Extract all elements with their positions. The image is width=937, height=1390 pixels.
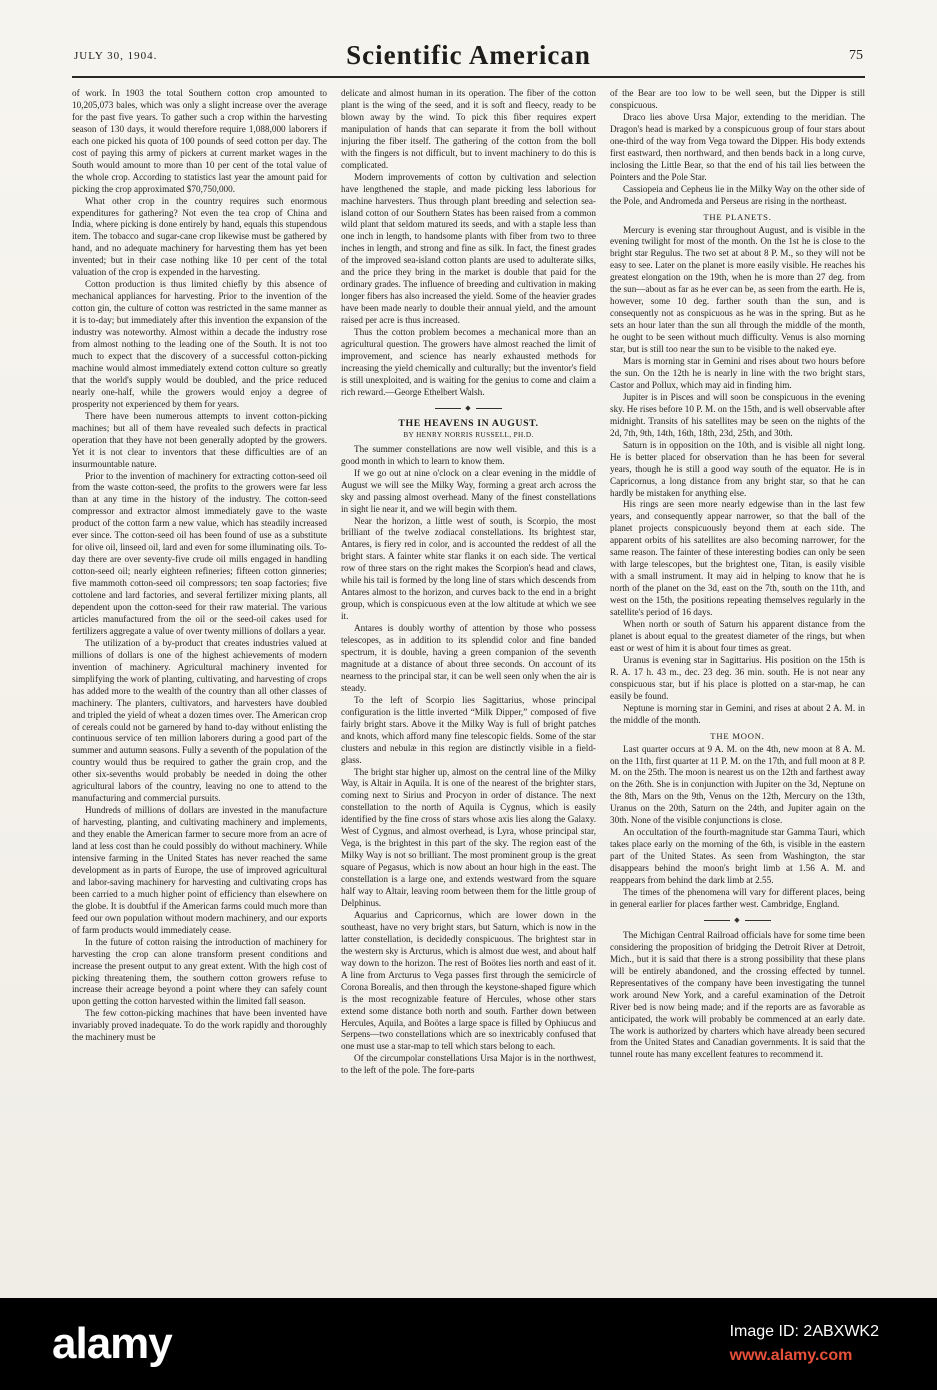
paragraph: To the left of Scorpio lies Sagittarius, whose principal configuration is the little inverted “Milk Dipper,” composed of five fairly bright stars. Above it the Milky Way is full of bright patches and knots, which afford many fine telescopic fields. Some of the star clusters and nebulæ in this region are distinctly visible in a field-glass. <box>341 694 596 765</box>
page-header <box>72 40 865 70</box>
paragraph: There have been numerous attempts to invent cotton-picking machines; but all of them have revealed such defects in practical operation that they have not been generally adopted by the growers. Yet it is not clear to inventors that these difficulties are of an insurmountable nature. <box>72 410 327 469</box>
paragraph: Cotton production is thus limited chiefly by this absence of mechanical appliances for harvesting. Prior to the invention of the cotton gin, the culture of cotton was restricted in the same manner as it is to-day; but immediately after this invention the expansion of the industry was noteworthy. Almost within a decade the industry rose from almost nothing to the leading one of the South. It is not too much to expect that the discovery of a successful cotton-picking machine would almost immediately extend cotton culture so greatly that the world's supply would be doubled, and the price reduced nearly one-half, while the growers would enjoy a degree of prosperity not experienced by them for years. <box>72 279 327 409</box>
moon-section <box>610 744 865 911</box>
image-id-text: Image ID: 2ABXWK2 <box>729 1323 879 1340</box>
paragraph: Cassiopeia and Cepheus lie in the Milky Way on the other side of the Pole, and Andromeda and Perseus are rising in the northeast. <box>610 183 865 206</box>
section-divider-icon <box>610 917 865 924</box>
section-divider-icon <box>341 405 596 412</box>
paragraph: When north or south of Saturn his apparent distance from the planet is about equal to the greatest diameter of the rings, but when east or west of him it is about four times as great. <box>610 618 865 653</box>
paragraph: Modern improvements of cotton by cultivation and selection have lengthened the staple, and made picking less laborious for machine harvesters. Thus through plant breeding and selection sea-island cotton of our Southern States has been raised from a common wild plant that seldom matured its seeds, and with a staple less than one inch in length, to handsome plants with fiber from two to three inches in length, and strong and fine as silk. In fact, the finest grades of the improved sea-island cotton plants are used to adulterate silks, and the price they bring in the market is double that paid for the ordinary grades. The influence of breeding and cultivation in making longer fibers has also increased the yield. Some of the heavier grades have been made nearly to double their annual yield, and the amount raised per acre is thus increased. <box>341 171 596 326</box>
alamy-url-text: www.alamy.com <box>729 1347 853 1364</box>
alamy-logo: alamy <box>52 1319 172 1368</box>
column-left <box>72 88 327 1296</box>
masthead-title: Scientific American <box>346 40 591 70</box>
paragraph: Aquarius and Capricornus, which are lower down in the southeast, have no very bright stars, but Saturn, which is now in the latter constellation, is decidedly conspicuous. The brightest star in the western sky is Arcturus, which is almost due west, and about half way down to the horizon. The rest of Boötes lies north and east of it. A line from Arcturus to Vega passes first through the semicircle of Corona Borealis, and then through the keystone-shaped figure which is the most recognizable feature of Hercules, whose other stars extend some distance both north and south. Farther down between Hercules, Aquila, and Boötes a large space is filled by Ophiucus and Serpens—two constellations which are so inextricably confused that one must use a star-map to tell which stars belong to each. <box>341 909 596 1052</box>
paragraph: What other crop in the country requires such enormous expenditures for gathering? Not even the tea crop of China and India, where picking is done entirely by hand, equals this stupendous item. The tobacco and sugar-cane crop likewise must be gathered by hand, and no adequate machinery for harvesting them has yet been invented; but in their case nothing like 10 per cent of the total valuation of the crop is expended in the harvesting. <box>72 195 327 278</box>
column-middle <box>341 88 596 1296</box>
page-number: 75 <box>849 48 863 63</box>
heavens-article-continuation <box>610 88 865 208</box>
divider-diamond-icon: ◆ <box>465 403 472 412</box>
column-right <box>610 88 865 1296</box>
paragraph: Uranus is evening star in Sagittarius. His position on the 15th is R. A. 17 h. 43 m., dec. 23 deg. 36 min. south. He is not near any conspicuous star, but if his place is plotted on a star-map, he can easily be found. <box>610 654 865 701</box>
paragraph: Draco lies above Ursa Major, extending to the meridian. The Dragon's head is marked by a conspicuous group of four stars about one-third of the way from Vega toward the Dipper. His body extends first eastward, then northward, and then bends back in a long curve, inclosing the Little Bear, so that the end of his tail lies between the Pointers and the Pole Star. <box>610 111 865 182</box>
paragraph: The summer constellations are now well visible, and this is a good month in which to learn to know them. <box>341 443 596 466</box>
paragraph: The utilization of a by-product that creates industries valued at millions of dollars is one of the highest achievements of modern invention of machinery. Agricultural machinery invented for simplifying the work of planting, cultivating, and harvesting of crops has added more to the wealth of the country than all other classes of machinery. The planters, cultivators, and harvesters have doubled and tripled the yield of wheat a dozen times over. The American crop of cereals could not be garnered by hand to-day without enlisting the continuous service of ten million laborers during a good part of the summer and autumn seasons. Fully a seventh of the population of the country would thus be required to gather the grain crop, and the other six-sevenths would probably be needed in doing the other agricultural labors of the country, leaving no one to attend to the manufacturing and commercial pursuits. <box>72 637 327 804</box>
paragraph: In the future of cotton raising the introduction of machinery for harvesting the crop can alone transform present conditions and increase the present output to any great extent. With the high cost of picking threatening them, the southern cotton growers refuse to increase their acreage beyond a point where they can safely count upon getting the cotton harvested within the limited fall season. <box>72 936 327 1007</box>
paragraph: Last quarter occurs at 9 A. M. on the 4th, new moon at 8 A. M. on the 11th, first quarter at 11 P. M. on the 17th, and full moon at 8 P. M. on the 25th. The moon is nearest us on the 12th and farthest away on the 26th. She is in conjunction with Jupiter on the 3d, Neptune on the 8th, Mars on the 9th, Venus on the 12th, Mercury on the 13th, Uranus on the 20th, Saturn on the 24th, and Jupiter again on the 30th. None of the visible conjunctions is close. <box>610 743 865 826</box>
paragraph: The times of the phenomena will vary for different places, being in general earlier for places farther west. Cambridge, England. <box>610 887 865 909</box>
paragraph: Prior to the invention of machinery for extracting cotton-seed oil from the waste cotton-seed, the profits to the growers were far less than at any time in the history of the industry. The cotton-seed compressor and extractor almost immediately gave to the waste product of the cotton farm a new value, which has steadily increased ever since. The cotton-seed oil has been found of use as a substitute for olive oil, linseed oil, lard and even for some illuminating oils. To-day there are over seventy-five crude oil mills engaged in handling cotton-seed oil; nearly eighteen refineries; fifteen cotton ginneries; five mammoth cotton-seed oil compressors; ten soap factories; five cottolene and lard factories, and several fertilizer mixing plants, all dependent upon the cotton-seed for their raw material. The various articles manufactured from the oil or the seed-oil cakes used for fertilizers aggregate a value of over twenty millions of dollars a year. <box>72 470 327 636</box>
paragraph: Antares is doubly worthy of attention by those who possess telescopes, as in addition to its splendid color and fine banded spectrum, it is double, having a green companion of the seventh magnitude at a distance of about three seconds. On account of its nearness to the principal star, it can be well seen only when the air is steady. <box>341 623 596 693</box>
paragraph: Thus the cotton problem becomes a mechanical more than an agricultural question. The growers have almost reached the limit of improvement, and science has nearly exhausted methods for increasing the yield chemically and culturally; but the inventor's field is still unexploited, and is waiting for the genius to come and claim a rich reward.—George Ethelbert Walsh. <box>341 327 596 397</box>
paragraph: of work. In 1903 the total Southern cotton crop amounted to 10,205,073 bales, which was only a slight increase over the average for the past five years. To gather such a crop within the harvesting season of 130 days, it would therefore require 1,088,000 laborers if each one picked his quota of 100 pounds of seed cotton per day. The cost of paying this army of pickers at current market wages in the South would amount to more than 10 per cent of the total value of the whole crop. According to statistics last year the amount paid for picking the crop approximated $70,750,000. <box>72 88 327 194</box>
article-byline: BY HENRY NORRIS RUSSELL, PH.D. <box>403 430 534 439</box>
paragraph: If we go out at nine o'clock on a clear evening in the middle of August we will see the Milky Way, forming a great arch across the sky and passing almost overhead. Many of the finest constellations in sight lie near it, and we will begin with them. <box>341 467 596 514</box>
paragraph: Near the horizon, a little west of south, is Scorpio, the most brilliant of the twelve zodiacal constellations. Its brightest star, Antares, is fiery red in color, and is accounted the reddest of all the bright stars. A fainter white star flanks it on each side. The vertical row of three stars on the right makes the Scorpion's head and claws, while his tail is formed by the long line of stars which descends from Antares almost to the horizon, and curves back to the end in a bright group, which is conspicuous even at the low altitude at which we see it. <box>341 515 596 622</box>
article-heading: THE HEAVENS IN AUGUST. <box>398 417 539 429</box>
paragraph: The few cotton-picking machines that have been invented have invariably proved inadequate. To do the work rapidly and thoroughly the machinery must be <box>72 1008 327 1043</box>
paragraph: Neptune is morning star in Gemini, and rises at about 2 A. M. in the middle of the month. <box>610 702 865 725</box>
header-rule <box>72 76 865 78</box>
issue-date: JULY 30, 1904. <box>74 50 158 62</box>
cotton-article-continuation <box>72 88 327 1044</box>
subhead-moon: THE MOON. <box>710 730 765 741</box>
paragraph: Mars is morning star in Gemini and rises about two hours before the sun. On the 12th he is nearly in line with the two bright stars, Castor and Pollux, which may aid in finding him. <box>610 356 865 390</box>
article-columns <box>72 88 865 1296</box>
planets-section <box>610 225 865 727</box>
divider-diamond-icon: ◆ <box>734 915 741 924</box>
heavens-article-body <box>341 444 596 1078</box>
paragraph: delicate and almost human in its operation. The fiber of the cotton plant is the wing of the seed, and it is soft and fleecy, ready to be blown away by the wind. To pick this fiber requires expert manipulation of hands that can separate it from the boll without injuring the fiber itself. The gathering of the cotton from the boll with the fingers is not difficult, but to invent machinery to do this is complicated. <box>341 88 596 170</box>
paragraph: Hundreds of millions of dollars are invested in the manufacture of harvesting, planting, and cultivating machinery and implements, and they enable the American farmer to secure more from an acre of land at less cost than he could possibly do without machinery. While intensive farming in the United States has never reached the same development as in parts of Europe, the use of improved agricultural and labor-saving machinery for harvesting and cultivating crops has been carried to a much higher point of efficiency than elsewhere on the globe. It is doubtful if the American farms could much more than feed our own population without modern machinery, and our exports of farm products would immediately cease. <box>72 805 327 935</box>
paragraph: of the Bear are too low to be well seen, but the Dipper is still conspicuous. <box>610 88 865 110</box>
watermark-info <box>730 1323 879 1365</box>
paragraph: The bright star higher up, almost on the central line of the Milky Way, is Altair in Aquila. It is one of the nearest of the brighter stars, coming next to Sirius and Procyon in order of distance. The next constellation to the north of Aquila is Cygnus, which is easily identified by the fine cross of stars whose axis lies along the Galaxy. West of Cygnus, and almost overhead, is Lyra, whose principal star, Vega, is the brightest in this part of the sky. The region east of the Milky Way is not so brilliant. The most prominent group is the great square of Pegasus, which is now about an hour high in the east. The constellation is a large one, and extends westward from the square half way to Altair, leaving room between them for the little group of Delphinus. <box>341 766 596 908</box>
cotton-article-end <box>341 88 596 399</box>
paragraph: Of the circumpolar constellations Ursa Major is in the northwest, to the left of the pole. The fore-parts <box>341 1053 596 1076</box>
watermark-bar <box>0 1298 937 1390</box>
paragraph: Saturn is in opposition on the 10th, and is visible all night long. He is better placed for observation than he has been for several years, though he is still a good way south of the equator. He is in Capricornus, a long distance from any bright star, so that he can hardly be mistaken for anything else. <box>610 439 865 498</box>
paragraph: The Michigan Central Railroad officials have for some time been considering the proposition of bridging the Detroit River at Detroit, Mich., but it is said that there is a strong possibility that these plans will be entirely abandoned, and the crossing effected by tunnel. Representatives of the company have been investigating the tunnel work around New York, and a careful examination of the Detroit River bed is now being made; and if the reports are as favorable as anticipated, the work will probably be commenced at an early date. The work is authorized by charters which have already been secured from the United States and Canadian governments. It is said that the tunnel route has many excellent features to recommend it. <box>610 929 865 1060</box>
subhead-planets: THE PLANETS. <box>703 211 772 222</box>
railroad-note <box>610 930 865 1061</box>
paragraph: An occultation of the fourth-magnitude star Gamma Tauri, which takes place early on the morning of the 6th, is visible in the eastern part of the United States. As seen from Washington, the star disappears behind the moon's bright limb at 1.56 A. M. and reappears from behind the dark limb at 2.55. <box>610 827 865 886</box>
paragraph: His rings are seen more nearly edgewise than in the last few years, and consequently appear narrower, so that the ball of the planet projects conspicuously beyond them at each side. The apparent orbits of his satellites are also becoming narrower, for the same reason. The fainter of these interesting bodies can only be seen with large telescopes, but the brightest one, Titan, is easily visible with a small instrument. It may aid in helping to know that he is north of the planet on the 3d, east on the 7th, south on the 11th, and west on the 15th, the positions repeating themselves regularly in the satellite's period of 16 days. <box>610 499 865 618</box>
paragraph: Jupiter is in Pisces and will soon be conspicuous in the evening sky. He rises before 10 P. M. on the 15th, and is well observable after midnight. Transits of his satellites may be seen on the nights of the 2d, 7th, 9th, 14th, 16th, 18th, 23d, 25th, and 30th. <box>610 391 865 438</box>
paragraph: Mercury is evening star throughout August, and is visible in the evening twilight for most of the month. On the 1st he is close to the bright star Regulus. The two set at about 8 P. M., so they will not be easy to see. Later on the planet is more easily visible. He reaches his greatest elongation on the 19th, when he is more than 27 deg. from the sun—about as far as he ever can be, as seen from the earth. He is, however, some 10 deg. farther south than the sun, and is consequently not as conspicuous as he was in the spring. But as he sets an hour later than the sun all through the middle of the month, he ought to be seen without much difficulty. Venus is also morning star, but is still too near the sun to be visible to the naked eye. <box>610 224 865 355</box>
